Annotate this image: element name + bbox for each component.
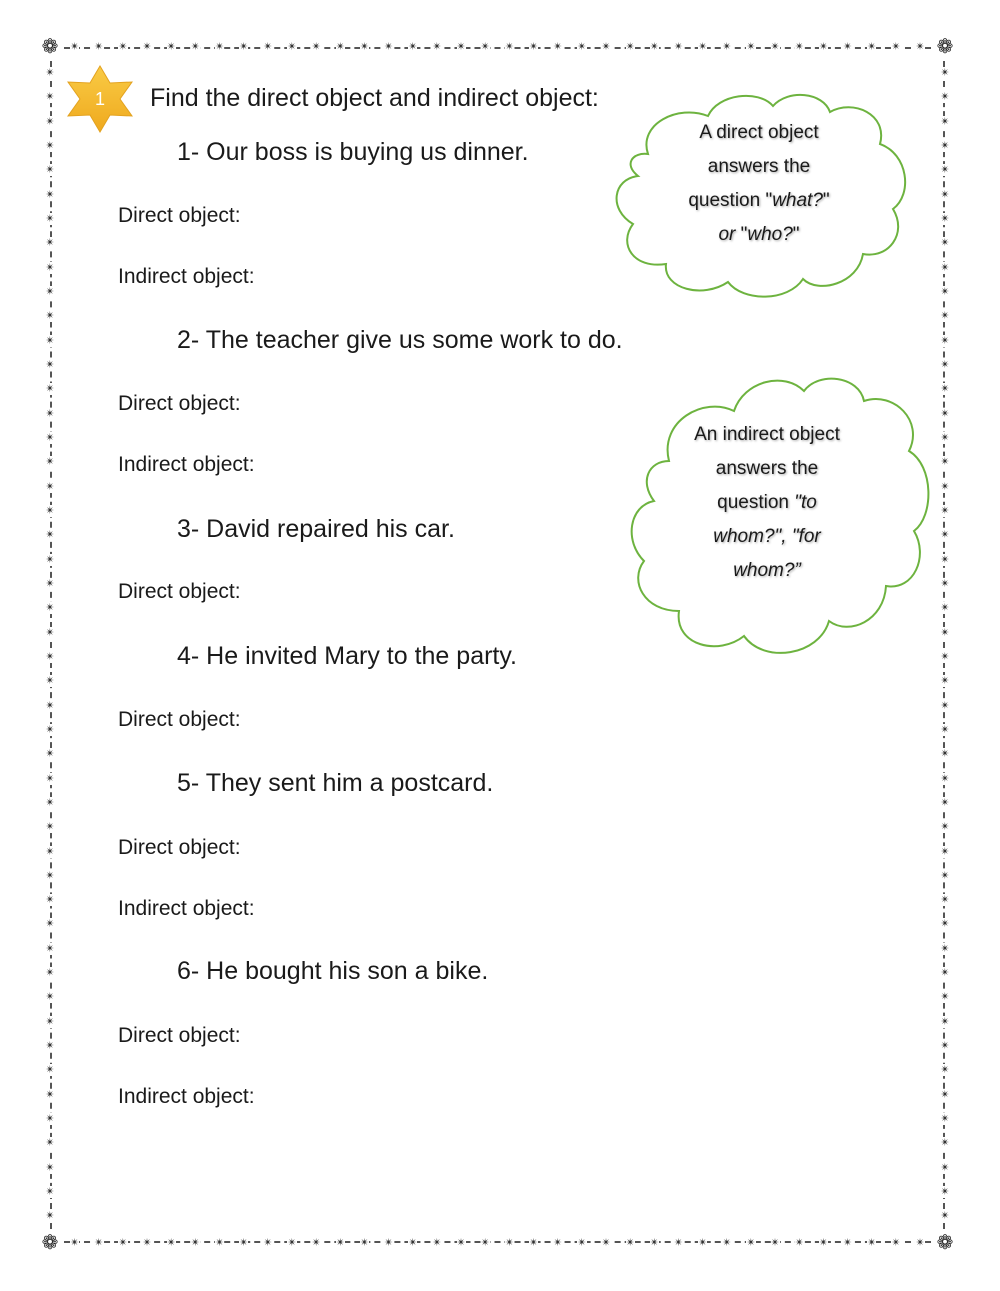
- border-ornament-icon: ✴: [940, 188, 950, 201]
- border-ornament-icon: ✴: [940, 553, 950, 566]
- sentence-5: 5- They sent him a postcard.: [177, 769, 494, 797]
- border-ornament-icon: ✴: [456, 1237, 466, 1249]
- direct-object-label: Direct object:: [118, 1024, 241, 1047]
- border-ornament-icon: ✴: [45, 1113, 55, 1126]
- border-ornament-icon: ✴: [94, 1237, 104, 1249]
- border-ornament-icon: ✴: [70, 41, 80, 53]
- border-ornament-icon: ✴: [45, 431, 55, 444]
- border-ornament-icon: ✴: [214, 1237, 225, 1249]
- border-ornament-icon: ✴: [528, 1237, 539, 1249]
- hint-line: answers the: [715, 458, 819, 479]
- border-ornament-icon: ✴: [818, 1237, 829, 1249]
- border-ornament-icon: ✴: [940, 67, 950, 79]
- border-ornament-icon: ✴: [45, 796, 55, 809]
- border-ornament-icon: ✴: [504, 1237, 515, 1249]
- border-ornament-icon: ✴: [214, 41, 225, 53]
- border-ornament-icon: ✴: [940, 1113, 950, 1126]
- direct-object-hint-cloud: [608, 84, 910, 300]
- border-ornament-icon: ✴: [625, 1237, 635, 1249]
- border-ornament-icon: ✴: [45, 675, 55, 688]
- border-ornaments-left: [44, 67, 56, 1223]
- instruction-heading: Find the direct object and indirect object:: [150, 84, 599, 112]
- border-ornament-icon: ✴: [45, 188, 55, 201]
- border-ornament-icon: ✴: [45, 821, 55, 834]
- hint-line: whom?", "for: [713, 526, 821, 547]
- border-ornament-icon: ✴: [45, 845, 55, 858]
- border-ornament-icon: ✴: [940, 796, 950, 809]
- border-ornament-icon: ✴: [263, 41, 273, 53]
- border-ornament-icon: ✴: [45, 1088, 55, 1101]
- border-ornament-icon: ✴: [45, 894, 55, 907]
- border-ornament-icon: ✴: [45, 456, 55, 469]
- border-ornament-icon: ✴: [45, 164, 55, 177]
- border-ornament-icon: ✴: [940, 650, 950, 663]
- border-ornament-icon: ✴: [867, 41, 877, 53]
- border-ornament-icon: ✴: [45, 1064, 55, 1077]
- border-ornament-icon: ✴: [45, 991, 55, 1004]
- border-ornament-icon: ✴: [940, 139, 950, 152]
- border-ornament-icon: ✴: [940, 212, 950, 225]
- border-ornament-icon: ✴: [649, 1237, 659, 1249]
- border-ornament-icon: ✴: [843, 41, 853, 53]
- indirect-object-hint-cloud: [624, 366, 930, 666]
- border-ornament-icon: ✴: [456, 41, 466, 53]
- direct-object-label: Direct object:: [118, 204, 241, 227]
- border-ornament-icon: ✴: [940, 115, 950, 128]
- border-ornament-icon: ✴: [940, 1088, 950, 1101]
- border-ornament-icon: ✴: [940, 285, 950, 298]
- border-ornament-icon: ✴: [45, 577, 55, 590]
- border-ornament-icon: ✴: [45, 699, 55, 712]
- border-ornament-icon: ✴: [239, 41, 249, 53]
- border-ornament-icon: ✴: [190, 41, 200, 53]
- border-ornament-icon: ✴: [891, 41, 901, 53]
- hint-line: An indirect object: [694, 424, 840, 445]
- border-ornament-icon: ✴: [940, 894, 950, 907]
- border-ornament-icon: ✴: [940, 869, 950, 882]
- border-ornament-icon: ✴: [45, 480, 55, 493]
- border-ornament-icon: ✴: [940, 626, 950, 639]
- indirect-object-label: Indirect object:: [118, 897, 255, 920]
- border-ornament-icon: ✴: [940, 1040, 950, 1053]
- border-ornament-icon: ✴: [915, 41, 925, 53]
- border-ornament-icon: ✴: [359, 1237, 370, 1249]
- sentence-3: 3- David repaired his car.: [177, 515, 455, 543]
- border-ornament-icon: ✴: [940, 456, 950, 469]
- sentence-4: 4- He invited Mary to the party.: [177, 642, 517, 670]
- border-ornament-icon: ✴: [142, 41, 152, 53]
- border-ornament-icon: ✴: [45, 504, 55, 517]
- border-ornament-icon: ✴: [45, 967, 55, 980]
- indirect-object-label: Indirect object:: [118, 1085, 255, 1108]
- exercise-number: 1: [94, 88, 105, 109]
- border-ornament-icon: ✴: [698, 41, 708, 53]
- border-ornament-icon: ✴: [940, 358, 950, 371]
- border-ornament-icon: ✴: [311, 1237, 321, 1249]
- hint-line: whom?”: [733, 560, 801, 581]
- border-ornament-icon: ✴: [528, 41, 539, 53]
- border-ornament-icon: ✴: [601, 41, 611, 53]
- border-ornament-icon: ✴: [45, 748, 55, 761]
- border-ornament-icon: ✴: [625, 41, 635, 53]
- border-ornament-icon: ✴: [45, 212, 55, 225]
- border-ornament-icon: ✴: [45, 358, 55, 371]
- border-ornament-icon: ✴: [384, 1237, 394, 1249]
- border-ornament-icon: ✴: [45, 529, 55, 542]
- border-ornament-icon: ✴: [118, 41, 128, 53]
- border-ornament-icon: ✴: [45, 91, 55, 104]
- border-ornament-icon: ✴: [190, 1237, 200, 1249]
- border-ornaments-right: [939, 67, 951, 1223]
- border-ornament-icon: ✴: [940, 383, 950, 396]
- border-ornament-icon: ✴: [577, 41, 587, 53]
- border-ornament-icon: ✴: [45, 1040, 55, 1053]
- border-ornament-icon: ✴: [45, 1137, 55, 1150]
- border-ornament-icon: ✴: [649, 41, 659, 53]
- border-ornament-icon: ✴: [239, 1237, 249, 1249]
- border-ornament-icon: ✴: [940, 748, 950, 761]
- border-ornament-icon: ✴: [45, 942, 55, 955]
- border-ornaments-top: [70, 41, 925, 53]
- border-ornament-icon: ✴: [45, 115, 55, 128]
- border-ornament-icon: ✴: [45, 650, 55, 663]
- direct-object-label: Direct object:: [118, 580, 241, 603]
- border-ornament-icon: ✴: [940, 529, 950, 542]
- border-ornament-icon: ✴: [940, 480, 950, 493]
- border-ornament-icon: ✴: [384, 41, 394, 53]
- hint-line: question "to: [717, 492, 817, 513]
- border-ornament-icon: ✴: [45, 310, 55, 323]
- border-ornament-icon: ✴: [843, 1237, 853, 1249]
- border-ornament-icon: ✴: [673, 41, 684, 53]
- border-ornament-icon: ✴: [45, 869, 55, 882]
- border-ornament-icon: ✴: [45, 553, 55, 566]
- border-ornament-icon: ✴: [940, 772, 950, 785]
- border-ornament-icon: ✴: [45, 1161, 55, 1174]
- border-ornament-icon: ✴: [794, 1237, 804, 1249]
- border-ornament-icon: ✴: [940, 1210, 950, 1223]
- border-ornament-icon: ✴: [45, 139, 55, 152]
- border-ornament-icon: ✴: [940, 845, 950, 858]
- hint-line: or "who?": [718, 224, 800, 245]
- border-ornament-icon: ✴: [45, 723, 55, 736]
- border-ornament-icon: ✴: [818, 41, 829, 53]
- border-ornament-icon: ✴: [698, 1237, 708, 1249]
- border-ornament-icon: ✴: [70, 1237, 80, 1249]
- indirect-object-label: Indirect object:: [118, 265, 255, 288]
- corner-ornament-icon: ❁: [39, 1232, 61, 1254]
- border-ornament-icon: ✴: [408, 41, 418, 53]
- border-ornament-icon: ✴: [891, 1237, 901, 1249]
- border-ornament-icon: ✴: [915, 1237, 925, 1249]
- border-ornament-icon: ✴: [335, 1237, 345, 1249]
- sentence-1: 1- Our boss is buying us dinner.: [177, 138, 529, 166]
- border-ornament-icon: ✴: [553, 1237, 563, 1249]
- border-ornament-icon: ✴: [746, 41, 756, 53]
- hint-line: answers the: [707, 156, 811, 177]
- border-ornament-icon: ✴: [940, 261, 950, 274]
- border-ornament-icon: ✴: [940, 699, 950, 712]
- border-ornament-icon: ✴: [45, 1186, 55, 1199]
- border-ornament-icon: ✴: [940, 918, 950, 931]
- border-ornament-icon: ✴: [722, 41, 732, 53]
- hint-line: question "what?": [688, 190, 830, 211]
- corner-ornament-icon: ❁: [39, 36, 61, 58]
- border-ornament-icon: ✴: [794, 41, 804, 53]
- border-ornament-icon: ✴: [553, 41, 563, 53]
- border-ornament-icon: ✴: [432, 1237, 442, 1249]
- border-ornament-icon: ✴: [118, 1237, 128, 1249]
- border-ornament-icon: ✴: [940, 1015, 950, 1028]
- corner-ornament-icon: ❁: [934, 36, 956, 58]
- direct-object-label: Direct object:: [118, 392, 241, 415]
- border-ornament-icon: ✴: [335, 41, 345, 53]
- border-ornament-icon: ✴: [504, 41, 515, 53]
- border-ornament-icon: ✴: [432, 41, 442, 53]
- indirect-object-label: Indirect object:: [118, 453, 255, 476]
- border-ornament-icon: ✴: [311, 41, 321, 53]
- border-ornament-icon: ✴: [45, 334, 55, 347]
- border-ornament-icon: ✴: [940, 675, 950, 688]
- border-ornament-icon: ✴: [408, 1237, 418, 1249]
- border-ornament-icon: ✴: [94, 41, 104, 53]
- direct-object-label: Direct object:: [118, 708, 241, 731]
- border-ornament-icon: ✴: [940, 967, 950, 980]
- border-ornament-icon: ✴: [287, 41, 297, 53]
- border-ornament-icon: ✴: [940, 407, 950, 420]
- border-ornament-icon: ✴: [940, 431, 950, 444]
- border-ornament-icon: ✴: [142, 1237, 152, 1249]
- border-ornament-icon: ✴: [940, 1186, 950, 1199]
- border-ornament-icon: ✴: [940, 164, 950, 177]
- border-ornament-icon: ✴: [45, 918, 55, 931]
- border-ornament-icon: ✴: [45, 1015, 55, 1028]
- border-ornament-icon: ✴: [940, 1137, 950, 1150]
- border-ornament-icon: ✴: [45, 237, 55, 250]
- border-ornament-icon: ✴: [45, 383, 55, 396]
- border-ornament-icon: ✴: [940, 334, 950, 347]
- border-ornament-icon: ✴: [480, 1237, 490, 1249]
- border-ornament-icon: ✴: [45, 772, 55, 785]
- border-ornament-icon: ✴: [940, 237, 950, 250]
- border-ornaments-bottom: [70, 1237, 925, 1249]
- border-ornament-icon: ✴: [673, 1237, 684, 1249]
- border-ornament-icon: ✴: [166, 41, 176, 53]
- border-ornament-icon: ✴: [45, 67, 55, 79]
- border-ornament-icon: ✴: [770, 41, 780, 53]
- border-ornament-icon: ✴: [45, 407, 55, 420]
- border-ornament-icon: ✴: [940, 1064, 950, 1077]
- border-ornament-icon: ✴: [166, 1237, 176, 1249]
- border-ornament-icon: ✴: [940, 821, 950, 834]
- border-ornament-icon: ✴: [287, 1237, 297, 1249]
- border-ornament-icon: ✴: [940, 602, 950, 615]
- border-ornament-icon: ✴: [940, 577, 950, 590]
- border-ornament-icon: ✴: [940, 310, 950, 323]
- border-ornament-icon: ✴: [940, 91, 950, 104]
- border-ornament-icon: ✴: [263, 1237, 273, 1249]
- border-ornament-icon: ✴: [359, 41, 370, 53]
- border-ornament-icon: ✴: [940, 1161, 950, 1174]
- border-ornament-icon: ✴: [45, 602, 55, 615]
- border-ornament-icon: ✴: [940, 504, 950, 517]
- border-ornament-icon: ✴: [577, 1237, 587, 1249]
- border-ornament-icon: ✴: [45, 285, 55, 298]
- hint-line: A direct object: [699, 122, 819, 143]
- border-ornament-icon: ✴: [45, 626, 55, 639]
- border-ornament-icon: ✴: [45, 1210, 55, 1223]
- sentence-2: 2- The teacher give us some work to do.: [177, 326, 623, 354]
- direct-object-label: Direct object:: [118, 836, 241, 859]
- border-ornament-icon: ✴: [940, 991, 950, 1004]
- border-ornament-icon: ✴: [867, 1237, 877, 1249]
- border-ornament-icon: ✴: [480, 41, 490, 53]
- border-ornament-icon: ✴: [770, 1237, 780, 1249]
- border-ornament-icon: ✴: [940, 942, 950, 955]
- border-ornament-icon: ✴: [746, 1237, 756, 1249]
- border-ornament-icon: ✴: [722, 1237, 732, 1249]
- border-ornament-icon: ✴: [940, 723, 950, 736]
- corner-ornament-icon: ❁: [934, 1232, 956, 1254]
- border-ornament-icon: ✴: [45, 261, 55, 274]
- sentence-6: 6- He bought his son a bike.: [177, 957, 489, 985]
- border-ornament-icon: ✴: [601, 1237, 611, 1249]
